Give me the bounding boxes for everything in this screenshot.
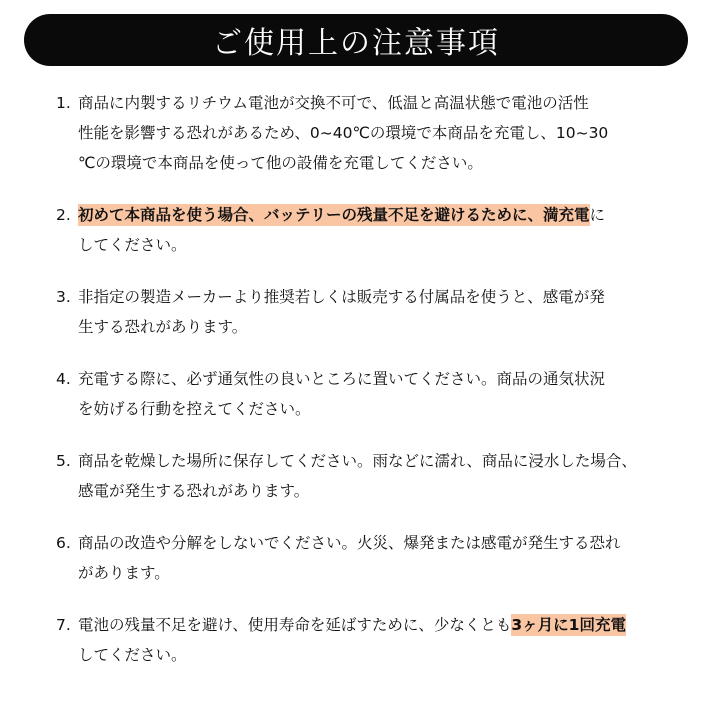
notes-list — [56, 88, 696, 692]
note-text — [78, 446, 688, 506]
note-text — [78, 88, 688, 178]
note-number: 7. — [56, 616, 71, 634]
highlighted-text: 3ヶ月に1回充電 — [511, 616, 626, 634]
note-line: があります。 — [78, 564, 170, 582]
note-line: 商品の改造や分解をしないでください。火災、爆発または感電が発生する恐れ — [78, 534, 621, 552]
note-item-4 — [56, 364, 696, 424]
note-item-2 — [56, 200, 696, 260]
note-item-1 — [56, 88, 696, 178]
note-line: を妨げる行動を控えてください。 — [78, 400, 311, 418]
note-item-7 — [56, 610, 696, 670]
note-text — [78, 282, 688, 342]
note-item-6 — [56, 528, 696, 588]
note-text — [78, 364, 688, 424]
note-line: してください。 — [78, 646, 187, 664]
note-text — [78, 610, 688, 670]
note-item-5 — [56, 446, 696, 506]
note-line: 生する恐れがあります。 — [78, 318, 248, 336]
note-number: 6. — [56, 534, 71, 552]
note-number: 2. — [56, 206, 71, 224]
note-item-3 — [56, 282, 696, 342]
note-number: 5. — [56, 452, 71, 470]
note-text — [78, 200, 688, 260]
title-banner — [24, 14, 688, 66]
note-line: 商品に内製するリチウム電池が交換不可で、低温と高温状態で電池の活性 — [78, 94, 589, 112]
note-line: 充電する際に、必ず通気性の良いところに置いてください。商品の通気状況 — [78, 370, 606, 388]
note-number: 4. — [56, 370, 71, 388]
note-line — [78, 200, 688, 230]
note-line: 性能を影響する恐れがあるため、0~40℃の環境で本商品を充電し、10~30 — [78, 124, 609, 142]
page-title: ご使用上の注意事項 — [212, 26, 500, 61]
note-text-rest: に — [589, 206, 606, 224]
note-line — [78, 610, 688, 640]
note-number: 1. — [56, 94, 71, 112]
note-number: 3. — [56, 288, 71, 306]
note-line: 感電が発生する恐れがあります。 — [78, 482, 310, 500]
note-line: 商品を乾燥した場所に保存してください。雨などに濡れ、商品に浸水した場合、 — [78, 452, 637, 470]
note-line: 非指定の製造メーカーより推奨若しくは販売する付属品を使うと、感電が発 — [78, 288, 605, 306]
note-text-pre: 電池の残量不足を避け、使用寿命を延ばすために、少なくとも — [78, 616, 512, 634]
note-text — [78, 528, 688, 588]
note-line: してください。 — [78, 236, 187, 254]
highlighted-text: 初めて本商品を使う場合、バッテリーの残量不足を避けるために、満充電 — [78, 206, 590, 224]
note-line: ℃の環境で本商品を使って他の設備を充電してください。 — [78, 154, 483, 172]
